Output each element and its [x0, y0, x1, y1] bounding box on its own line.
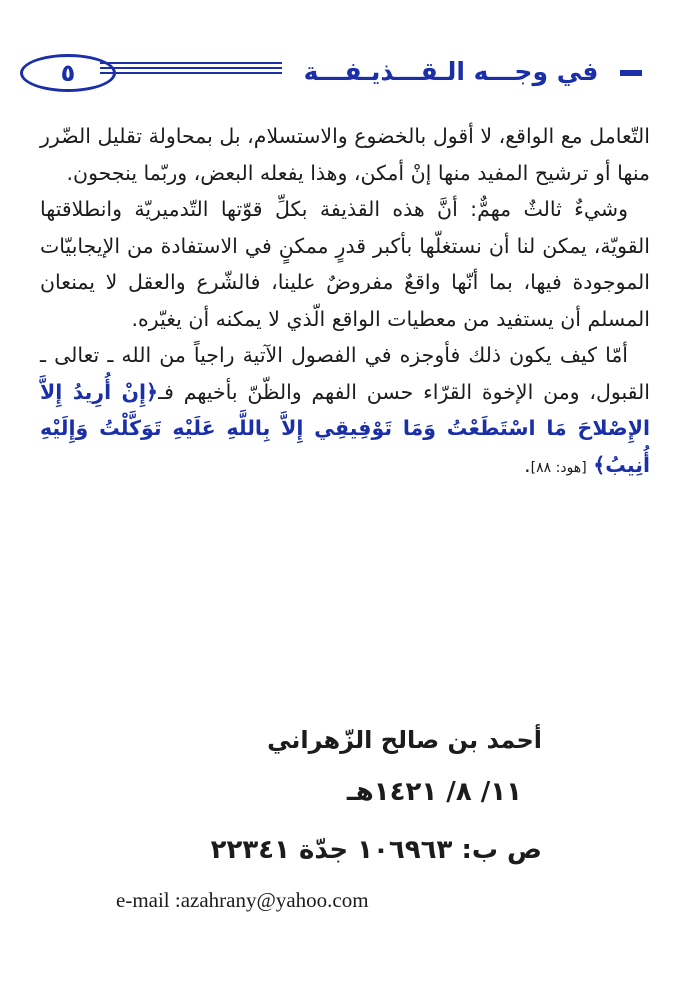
header-rule-lines	[100, 62, 282, 80]
paragraph-2: وشيءٌ ثالثٌ مهمٌّ: أنَّ هذه القذيفة بكلِّ قوّتها التّدميريّة وانطلاقتها القويّة، يمكن لنا أن نستغلّها بأكبر قدرٍ ممكنٍ في الاستفادة من الإيجابيّات الموجودة فيها، بما أنّها واقعٌ مفروضٌ علينا، فالشّرع والعقل لا يمنعان المسلم أن يستفيد من معطيات الواقع الّذي لا يمكنه أن يغيّره.	[40, 197, 650, 331]
signature-date: ١١/ ٨/ ١٤٢١هـ	[346, 777, 522, 807]
header-dash-ornament	[620, 70, 642, 76]
author-name: أحمد بن صالح الزّهراني	[267, 726, 542, 754]
page-number: ٥	[60, 59, 76, 87]
running-title: في وجـــه الـقـــذيـفـــة	[303, 57, 599, 86]
email-address: e-mail :azahrany@yahoo.com	[116, 888, 369, 912]
paragraph-3	[40, 337, 650, 486]
quran-verse: ﴿إِنْ أُرِيدُ إِلاَّ الإِصْلاحَ مَا اسْتَطَعْتُ وَمَا تَوْفِيقِي إِلاَّ بِاللَّهِ عَلَيْهِ تَوَكَّلْتُ وَإِلَيْهِ أُنِيبُ﴾	[40, 379, 650, 477]
rule-line	[100, 72, 282, 74]
body-text	[40, 118, 650, 486]
paragraph-3-end: .	[524, 452, 531, 477]
postal-address: ص ب: ١٠٦٩٦٣ جدّة ٢٢٣٤١	[210, 835, 542, 865]
verse-reference: [هود: ٨٨]	[530, 459, 587, 476]
paragraph-3-intro: أمّا كيف يكون ذلك فأوجزه في الفصول الآتية راجياً من الله ـ تعالى ـ القبول، ومن الإخوة القرّاء حسن الفهم والظّنّ بأخيهم فـ	[40, 343, 650, 404]
rule-line	[100, 67, 282, 69]
rule-line	[100, 62, 282, 64]
paragraph-1: التّعامل مع الواقع، لا أقول بالخضوع والاستسلام، بل بمحاولة تقليل الضّرر منها أو ترشيح المفيد منها إنْ أمكن، وهذا يفعله البعض، وربّما ينجحون.	[40, 124, 650, 185]
page-header	[0, 40, 684, 98]
